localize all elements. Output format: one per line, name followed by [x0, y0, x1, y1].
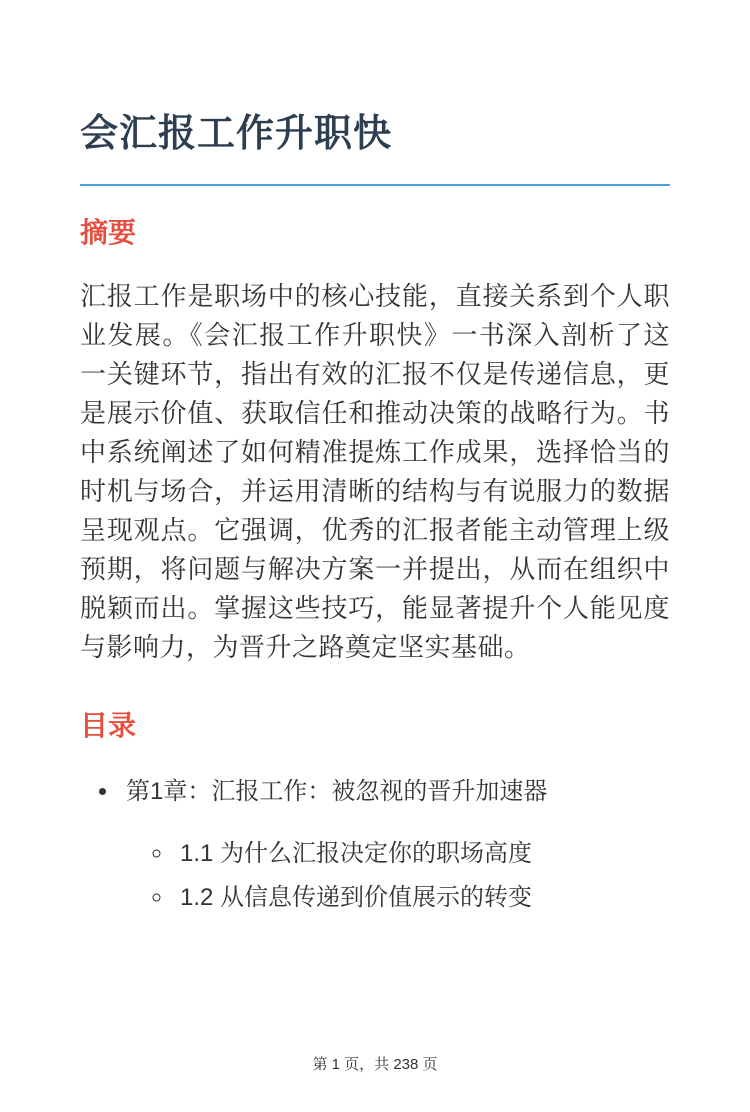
toc-heading: 目录 — [80, 710, 137, 742]
title-divider — [80, 184, 670, 186]
toc-subitem-label: 1.2 从信息传递到价值展示的转变 — [180, 883, 533, 911]
toc-sublist — [126, 837, 670, 915]
abstract-heading: 摘要 — [80, 216, 137, 248]
toc-subitem — [174, 837, 670, 871]
page-title: 会汇报工作升职快 — [80, 113, 393, 155]
toc-chapter-item — [120, 775, 670, 915]
page-footer: 第 1 页，共 238 页 — [312, 1056, 438, 1073]
toc-list — [80, 775, 670, 915]
toc-subitem-label: 1.1 为什么汇报决定你的职场高度 — [180, 839, 533, 867]
abstract-paragraph: 汇报工作是职场中的核心技能，直接关系到个人职业发展。《会汇报工作升职快》一书深入剖析了这一关键环节，指出有效的汇报不仅是传递信息，更是展示价值、获取信任和推动决策的战略行为。书中系统阐述了如何精准提炼工作成果，选择恰当的时机与场合，并运用清晰的结构与有说服力的数据呈现观点。它强调，优秀的汇报者能主动管理上级预期，将问题与解决方案一并提出，从而在组织中脱颖而出。掌握这些技巧，能显著提升个人能见度与影响力，为晋升之路奠定坚实基础。 — [80, 281, 670, 663]
toc-subitem — [174, 881, 670, 915]
toc-chapter-label: 第1章：汇报工作：被忽视的晋升加速器 — [126, 777, 548, 805]
document-page — [0, 112, 750, 915]
